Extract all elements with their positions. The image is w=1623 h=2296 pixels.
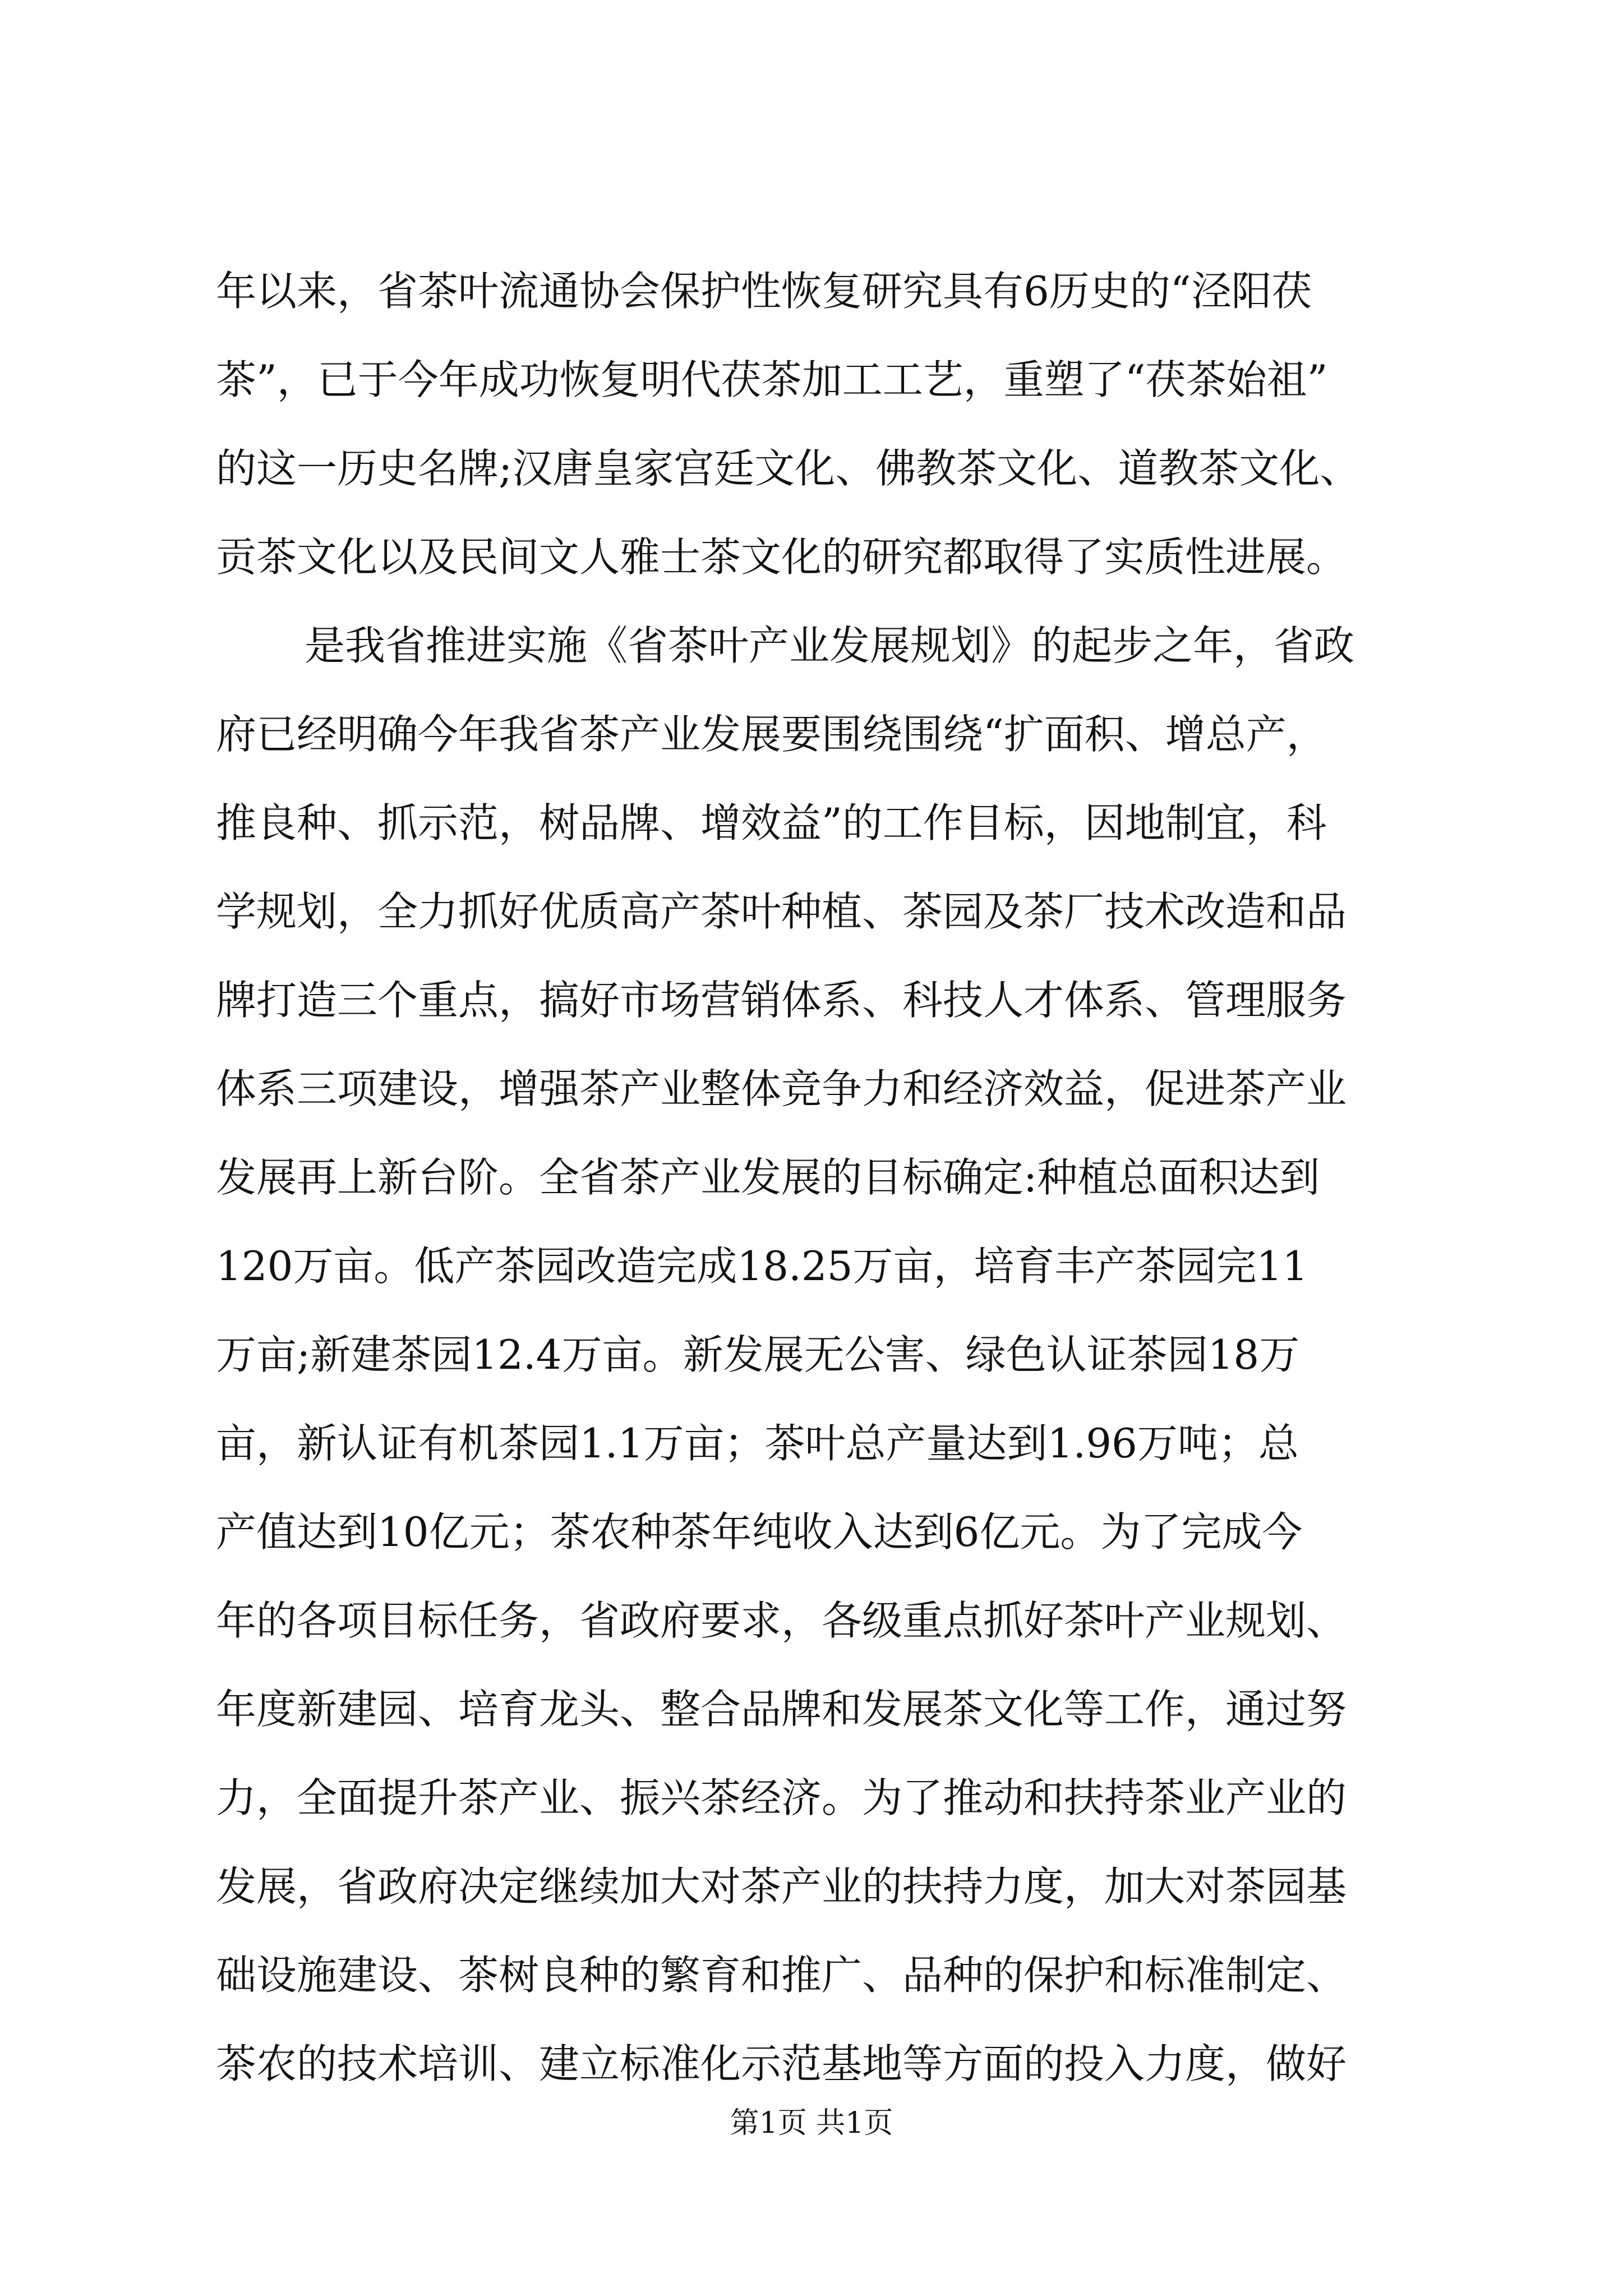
text-line: 年的各项目标任务，省政府要求，各级重点抓好茶叶产业规划、 — [216, 1597, 1347, 1644]
document-body — [216, 247, 1444, 2108]
text-line: 体系三项建设，增强茶产业整体竞争力和经济效益，促进茶产业 — [216, 1065, 1347, 1112]
text-line: 发展再上新台阶。全省茶产业发展的目标确定:种植总面积达到 — [216, 1154, 1320, 1201]
page-number: 第1页 共1页 — [730, 2106, 893, 2140]
text-line: 的这一历史名牌;汉唐皇家宫廷文化、佛教茶文化、道教茶文化、 — [216, 445, 1361, 492]
text-line: 产值达到10亿元；茶农种茶年纯收入达到6亿元。为了完成今 — [216, 1508, 1303, 1556]
text-line: 府已经明确今年我省茶产业发展要围绕围绕“扩面积、增总产， — [216, 711, 1327, 758]
text-line: 贡茶文化以及民间文人雅士茶文化的研究都取得了实质性进展。 — [216, 533, 1347, 581]
text-line: 推良种、抓示范，树品牌、增效益”的工作目标，因地制宜，科 — [216, 799, 1327, 846]
page-footer — [0, 2104, 1623, 2143]
text-line: 万亩;新建茶园12.4万亩。新发展无公害、绿色认证茶园18万 — [216, 1331, 1300, 1378]
paragraph-first-line: 是我省推进实施《省茶叶产业发展规划》的起步之年，省政 — [305, 622, 1355, 669]
text-line: 年度新建园、培育龙头、整合品牌和发展茶文化等工作，通过努 — [216, 1686, 1347, 1733]
text-line: 牌打造三个重点，搞好市场营销体系、科技人才体系、管理服务 — [216, 977, 1347, 1024]
text-line: 120万亩。低产茶园改造完成18.25万亩，培育丰产茶园完11 — [216, 1243, 1308, 1290]
text-line: 亩，新认证有机茶园1.1万亩；茶叶总产量达到1.96万吨；总 — [216, 1420, 1299, 1467]
text-line: 年以来，省茶叶流通协会保护性恢复研究具有6历史的“泾阳茯 — [216, 268, 1312, 315]
text-line: 学规划，全力抓好优质高产茶叶种植、茶园及茶厂技术改造和品 — [216, 888, 1347, 935]
text-line: 茶农的技术培训、建立标准化示范基地等方面的投入力度，做好 — [216, 2040, 1347, 2087]
text-line: 力，全面提升茶产业、振兴茶经济。为了推动和扶持茶业产业的 — [216, 1774, 1347, 1821]
text-line: 茶”，已于今年成功恢复明代茯茶加工工艺，重塑了“茯茶始祖” — [216, 356, 1328, 403]
text-line: 发展，省政府决定继续加大对茶产业的扶持力度，加大对茶园基 — [216, 1863, 1347, 1910]
text-line: 础设施建设、茶树良种的繁育和推广、品种的保护和标准制定、 — [216, 1952, 1347, 1999]
